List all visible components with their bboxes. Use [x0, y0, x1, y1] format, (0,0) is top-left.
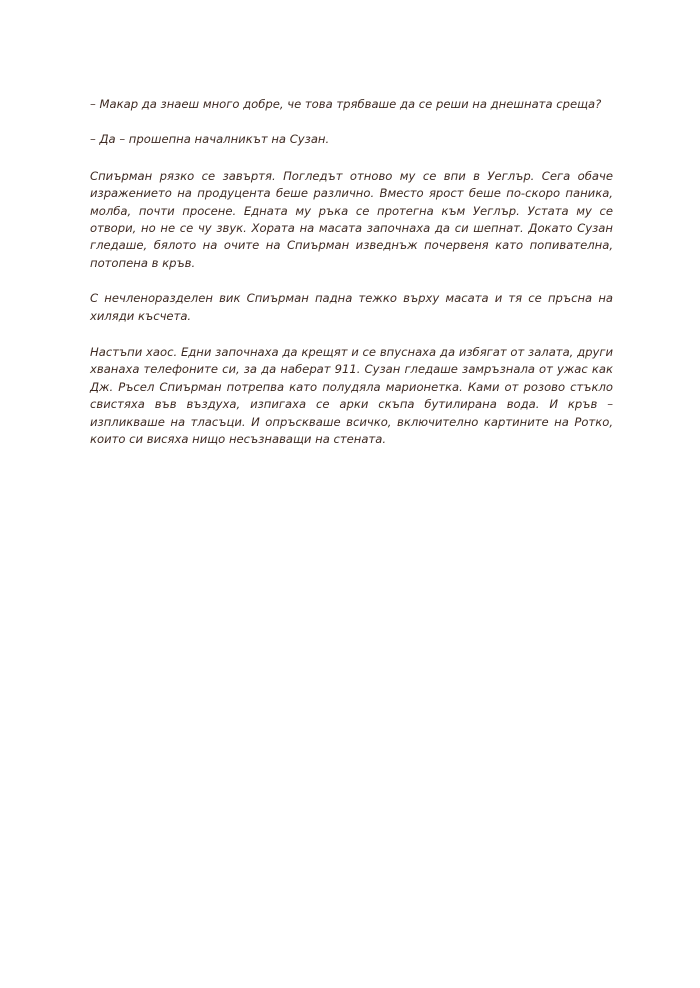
paragraph-2: – Да – прошепна началникът на Сузан.	[90, 132, 330, 147]
document-body	[90, 96, 613, 449]
paragraph-3: Спиърман рязко се завъртя. Погледът отново му се впи в Уеглър. Сега обаче изражението на продуцента беше различно. Вместо ярост беше по-скоро паника, молба, почти просене. Едната му ръка се протегна към Уеглър. Устата му се отвори, но не се чу звук. Хората на масата започнаха да си шепнат. Докато Сузан гледаше, бялото на очите на Спиърман изведнъж почервеня като попивателна, потопена в кръв.	[90, 168, 613, 270]
paragraph-1: – Макар да знаеш много добре, че това трябваше да се реши на днешната среща?	[90, 97, 602, 111]
paragraph-5: Настъпи хаос. Едни започнаха да крещят и се впуснаха да избягат от залата, други хванаха телефоните си, за да наберат 911. Сузан гледаше замръзнала от ужас как Дж. Ръсел Спиърман потрепва като полудяла марионетка. Ками от розово стъкло свистяха във въздуха, изпигаха се арки скъпа бутилирана вода. И кръв – изпликваше на тласъци. И опръскваше всичко, включително картините на Ротко, които си висяха нищо несъзнаващи на стената.	[90, 345, 613, 447]
paragraph-4: С нечленоразделен вик Спиърман падна тежко върху масата и тя се пръсна на хиляди късчета.	[90, 291, 613, 323]
